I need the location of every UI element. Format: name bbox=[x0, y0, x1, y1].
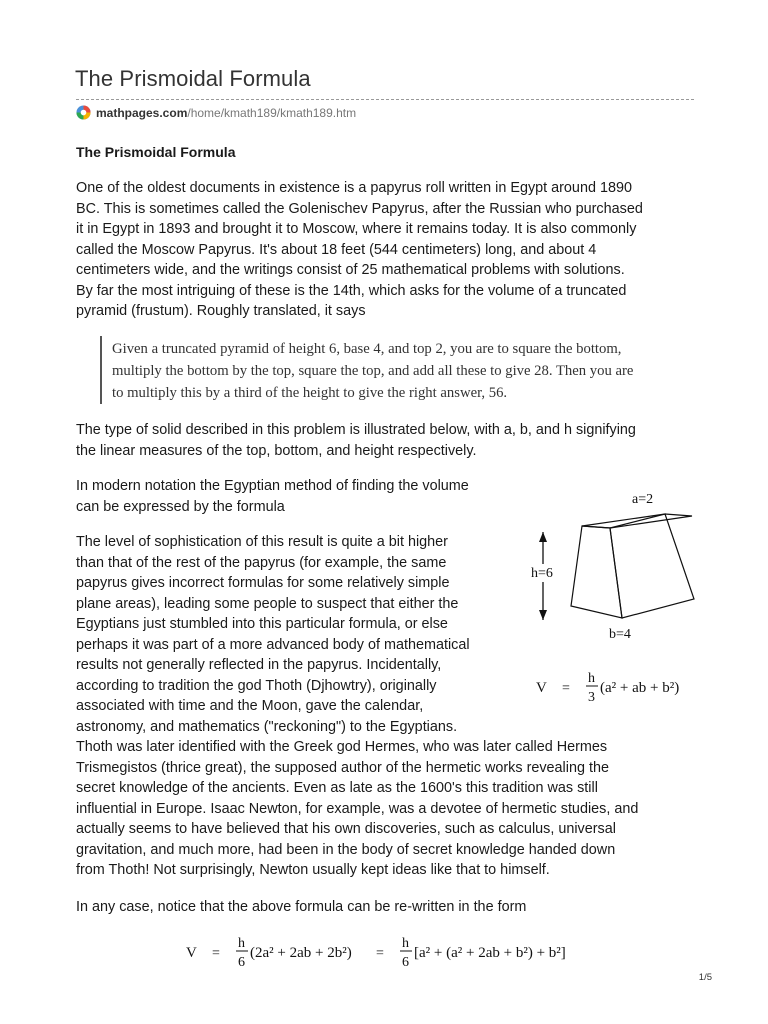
text-line: results not generally reflected in the papyrus. Incidentally, bbox=[76, 657, 442, 673]
formula-lhs: V bbox=[186, 945, 197, 961]
text-line: Trismegistos (thrice great), the supposed author of the hermetic works revealing the bbox=[76, 759, 609, 776]
text-line: In any case, notice that the above formula can be re-written in the form bbox=[76, 899, 527, 915]
frustum-figure bbox=[520, 484, 700, 644]
quote-line: Given a truncated pyramid of height 6, base 4, and top 2, you are to square the bottom, bbox=[112, 341, 622, 357]
text-line: The type of solid described in this problem is illustrated below, with a, b, and h signifying bbox=[76, 422, 636, 438]
article-heading: The Prismoidal Formula bbox=[76, 144, 236, 160]
frustum-front-face bbox=[571, 526, 622, 618]
text-line: actually seems to have believed that his own discoveries, such as calculus, universal bbox=[76, 821, 616, 837]
paragraph-notation bbox=[76, 476, 469, 517]
formula-body: (a² + ab + b²) bbox=[600, 680, 680, 696]
text-line: secret knowledge of the ancients. Even as late as the 1600's this tradition was still bbox=[76, 780, 598, 796]
text-line: Egyptians just stumbled into this particular formula, or else bbox=[76, 616, 448, 632]
arrowhead-down-icon bbox=[539, 610, 547, 620]
formula-rewritten bbox=[180, 930, 600, 975]
text-line: BC. This is sometimes called the Golenischev Papyrus, after the Russian who purchased bbox=[76, 200, 643, 217]
text-line: centimeters wide, and the writings consist of 25 mathematical problems with solutions. bbox=[76, 262, 625, 278]
text-line: from Thoth! Not surprisingly, Newton usually kept ideas like that to himself. bbox=[76, 862, 550, 878]
quote-line: multiply the bottom by the top, square the top, and add all these to give 28. Then you are bbox=[112, 363, 634, 379]
formula-volume bbox=[530, 665, 700, 710]
formula-body-2: [a² + (a² + 2ab + b²) + b²] bbox=[414, 945, 566, 961]
mathpages-logo-icon bbox=[76, 105, 91, 120]
text-line: By far the most intriguing of these is the 14th, which asks for the volume of a truncated bbox=[76, 282, 627, 299]
source-path[interactable]: /home/kmath189/kmath189.htm bbox=[187, 105, 357, 120]
paragraph-intro bbox=[76, 178, 643, 322]
text-line: plane areas), leading some people to suspect that either the bbox=[76, 595, 459, 612]
label-a: a=2 bbox=[632, 492, 654, 507]
frustum-side-face bbox=[610, 514, 694, 618]
formula-lhs: V bbox=[536, 680, 547, 696]
text-line: than that of the rest of the papyrus (for example, the same bbox=[76, 554, 447, 571]
text-line: called the Moscow Papyrus. It's about 18 feet (544 centimeters) long, and about 4 bbox=[76, 241, 597, 258]
paragraph-rewrite bbox=[76, 897, 526, 918]
fraction-numerator: h bbox=[238, 936, 245, 951]
fraction-denominator: 6 bbox=[402, 955, 409, 970]
text-line: according to tradition the god Thoth (Djhowtry), originally bbox=[76, 677, 437, 694]
page-title: The Prismoidal Formula bbox=[75, 66, 311, 91]
formula-equals: = bbox=[562, 681, 570, 696]
fraction-numerator: h bbox=[588, 671, 595, 686]
label-b: b=4 bbox=[609, 627, 631, 642]
quote-line: to multiply this by a third of the height to give the right answer, 56. bbox=[112, 385, 508, 401]
text-line: it in Egypt in 1893 and brought it to Moscow, where it remains today. It is also commonly bbox=[76, 221, 637, 237]
formula-equals: = bbox=[212, 946, 220, 961]
fraction-denominator: 6 bbox=[238, 955, 245, 970]
fraction-numerator: h bbox=[402, 936, 409, 951]
paragraph-solid bbox=[76, 420, 636, 461]
text-line: associated with time and the Moon, gave the calendar, bbox=[76, 698, 424, 714]
source-link[interactable] bbox=[76, 105, 356, 120]
page-number: 1/5 bbox=[698, 972, 712, 983]
text-line: influential in Europe. Isaac Newton, for example, was a devotee of hermetic studies, and bbox=[76, 800, 639, 817]
text-line: astronomy, and mathematics ("reckoning") to the Egyptians. bbox=[76, 718, 458, 735]
text-line: The level of sophistication of this result is quite a bit higher bbox=[76, 534, 448, 550]
text-line: papyrus gives incorrect formulas for some relatively simple bbox=[76, 575, 450, 591]
arrowhead-up-icon bbox=[539, 532, 547, 542]
text-line: In modern notation the Egyptian method of finding the volume bbox=[76, 478, 469, 494]
formula-equals: = bbox=[376, 946, 384, 961]
text-line: pyramid (frustum). Roughly translated, it says bbox=[76, 303, 366, 319]
text-line: perhaps it was part of a more advanced body of mathematical bbox=[76, 636, 470, 653]
blockquote bbox=[100, 336, 702, 404]
label-h: h=6 bbox=[531, 566, 553, 581]
text-line: the linear measures of the top, bottom, and height respectively. bbox=[76, 442, 477, 459]
text-line: One of the oldest documents in existence is a papyrus roll written in Egypt around 1890 bbox=[76, 180, 632, 196]
fraction-denominator: 3 bbox=[588, 690, 595, 705]
source-domain[interactable]: mathpages.com bbox=[96, 105, 188, 120]
text-line: gravitation, and much more, had been in the body of secret knowledge handed down bbox=[76, 841, 616, 858]
header-divider bbox=[76, 99, 694, 100]
formula-body-1: (2a² + 2ab + 2b²) bbox=[250, 945, 352, 961]
text-line: Thoth was later identified with the Greek god Hermes, who was later called Hermes bbox=[76, 739, 608, 755]
text-line: can be expressed by the formula bbox=[76, 498, 285, 515]
